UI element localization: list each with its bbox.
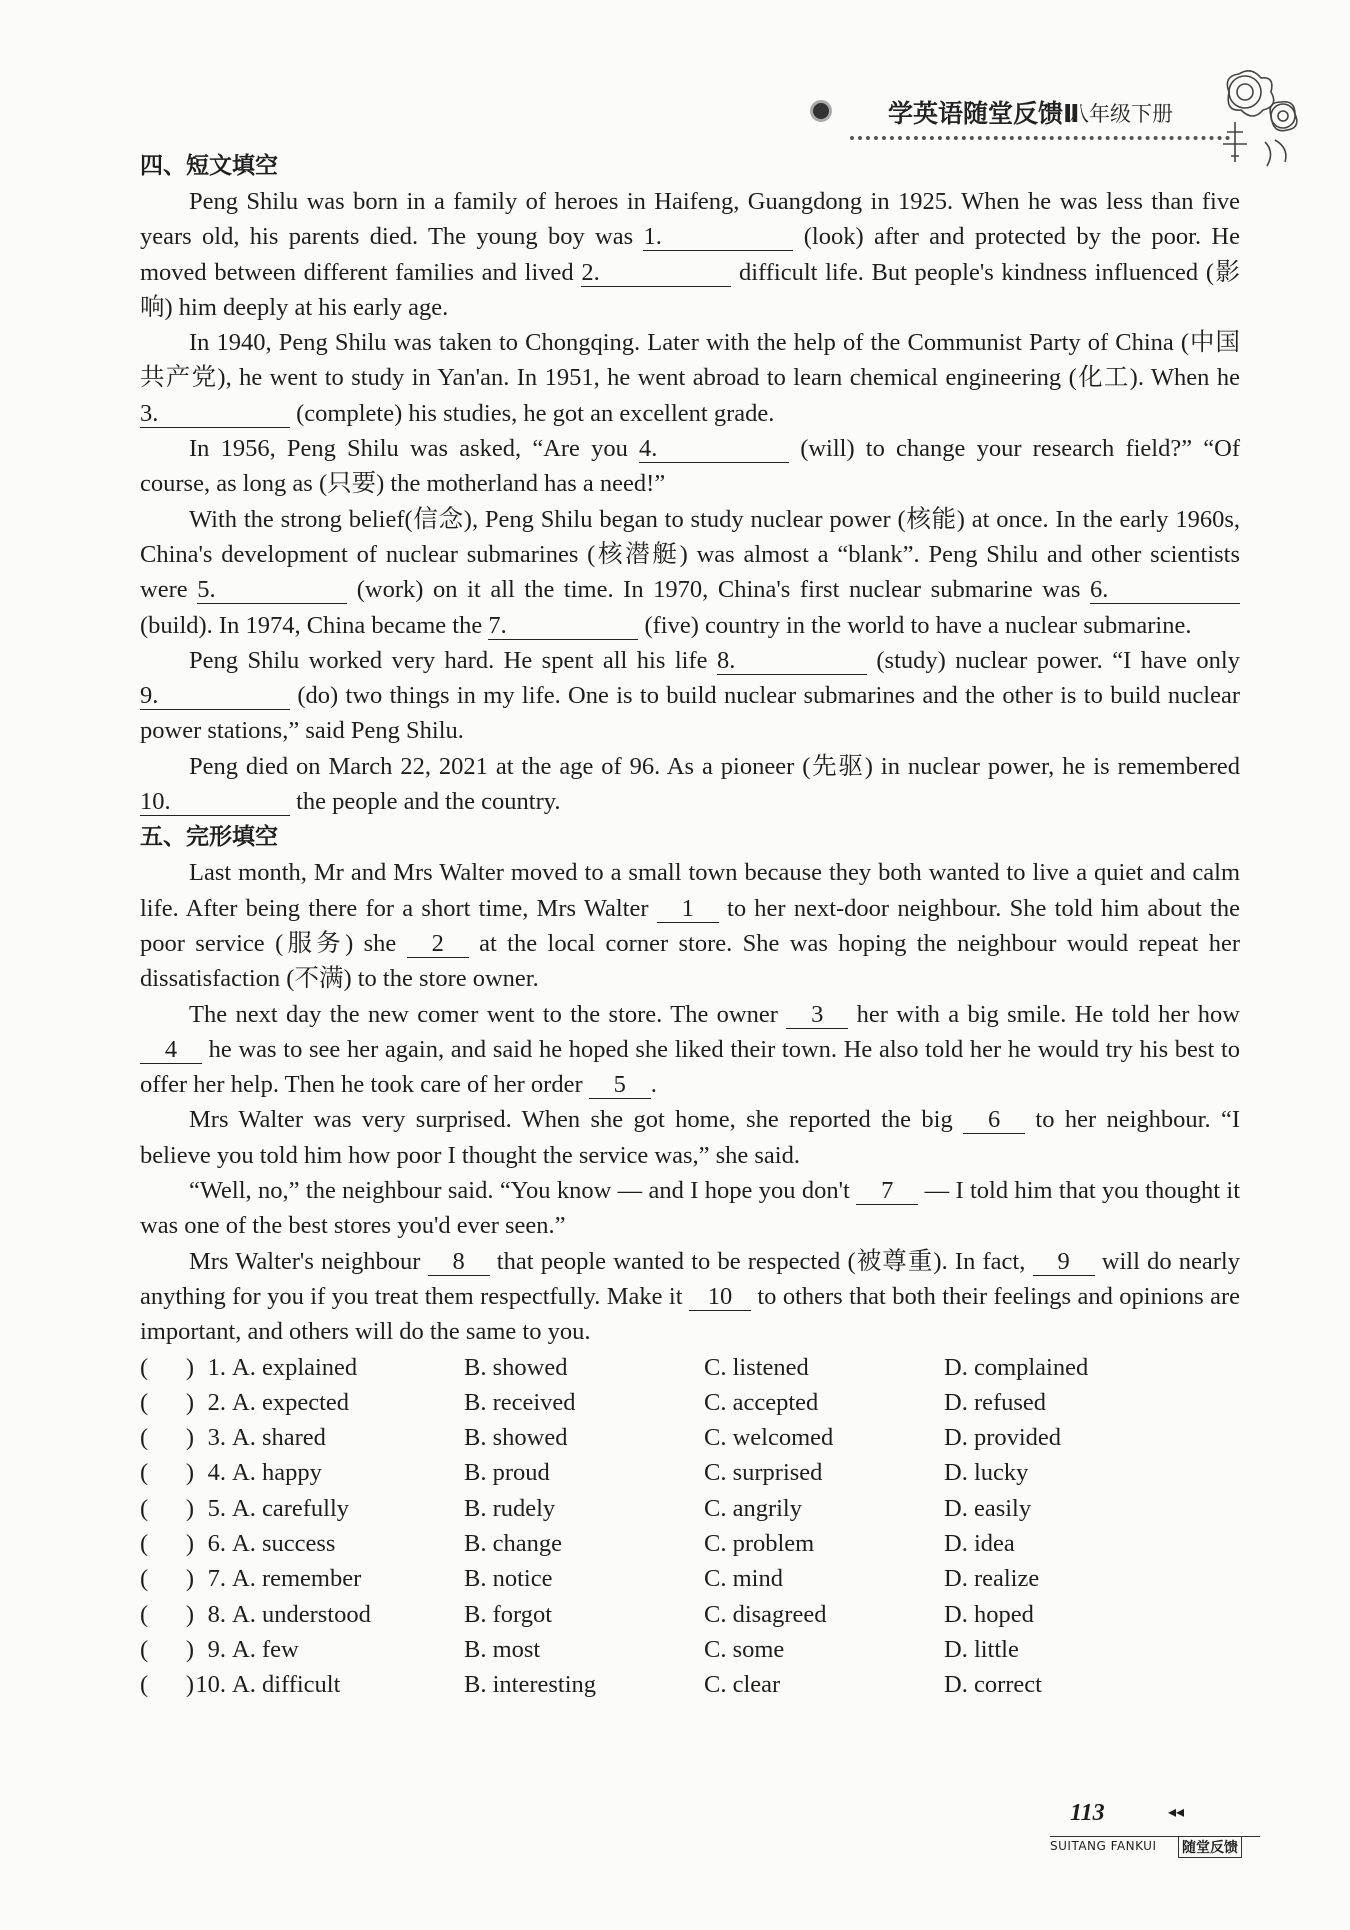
question-row <box>140 1526 1240 1561</box>
question-number: 5. <box>207 1494 226 1522</box>
cloze-blank[interactable]: 6 <box>963 1107 1025 1134</box>
text-run: With the strong belief(信念), Peng Shilu began to study nuclear power (核能) at once. In the early 1960s, China's development of nuclear submarines (核潜艇) was almost a “blank”. Peng Shilu and other scientists were <box>140 505 1240 604</box>
page-number: 113 <box>1070 1800 1105 1826</box>
header-dotted-line <box>850 136 1230 140</box>
option-d[interactable]: D. realize <box>944 1565 1040 1593</box>
paragraph <box>140 1244 1240 1350</box>
paragraph <box>140 431 1240 502</box>
question-number: 2. <box>207 1388 226 1416</box>
option-c[interactable]: C. welcomed <box>704 1424 834 1452</box>
option-c[interactable]: C. accepted <box>704 1388 819 1416</box>
option-c[interactable]: C. disagreed <box>704 1600 827 1628</box>
paragraph <box>140 997 1240 1103</box>
text-run: (will) to change your research field?” “Of course, as long as (只要) the motherland has a need!” <box>140 435 1240 498</box>
text-run: (do) two things in my life. One is to build nuclear submarines and the other is to build nuclear power stations,” said Peng Shilu. <box>140 682 1240 745</box>
question-row <box>140 1420 1240 1455</box>
text-run: the people and the country. <box>290 788 561 816</box>
fill-blank[interactable]: 6. <box>1090 577 1240 604</box>
option-b[interactable]: B. interesting <box>464 1671 597 1699</box>
question-number: 9. <box>207 1635 226 1663</box>
option-b[interactable]: B. showed <box>464 1353 568 1381</box>
cloze-blank[interactable]: 8 <box>428 1249 490 1276</box>
option-b[interactable]: B. notice <box>464 1565 553 1593</box>
book-title: 学英语随堂反馈Ⅱ <box>888 99 1080 128</box>
fill-blank[interactable]: 10. <box>140 789 290 816</box>
text-run: her with a big smile. He told her how <box>848 1000 1240 1028</box>
answer-box[interactable] <box>140 1526 194 1561</box>
fill-blank[interactable]: 4. <box>639 436 789 463</box>
option-a[interactable]: A. explained <box>232 1353 358 1381</box>
question-number: 10. <box>195 1671 226 1699</box>
option-a[interactable]: A. expected <box>232 1388 349 1416</box>
option-b[interactable]: B. change <box>464 1529 562 1557</box>
option-a[interactable]: A. remember <box>232 1565 362 1593</box>
question-row <box>140 1632 1240 1667</box>
option-c[interactable]: C. mind <box>704 1565 783 1593</box>
question-row <box>140 1491 1240 1526</box>
paragraph <box>140 325 1240 431</box>
paragraph <box>140 855 1240 996</box>
page-header <box>800 92 1240 142</box>
question-number: 1. <box>207 1353 226 1381</box>
text-run: — I told him that you thought it was one of the best stores you'd ever seen.” <box>140 1177 1240 1240</box>
section-4-passage <box>140 184 1240 819</box>
page-content <box>140 148 1240 1702</box>
answer-box[interactable] <box>140 1350 194 1385</box>
option-a[interactable]: A. understood <box>232 1600 371 1628</box>
option-c[interactable]: C. listened <box>704 1353 809 1381</box>
cloze-blank[interactable]: 5 <box>589 1072 651 1099</box>
paragraph <box>140 1102 1240 1173</box>
option-b[interactable]: B. proud <box>464 1459 550 1487</box>
text-run: Peng died on March 22, 2021 at the age of 96. As a pioneer (先驱) in nuclear power, he is remembered <box>189 752 1240 780</box>
text-run: The next day the new comer went to the store. The owner <box>189 1000 787 1028</box>
option-d[interactable]: D. hoped <box>944 1600 1034 1628</box>
text-run: Last month, Mr and Mrs Walter moved to a small town because they both wanted to live a quiet and calm life. After being there for a short time, Mrs Walter <box>140 859 1240 922</box>
text-run: Peng Shilu was born in a family of heroes in Haifeng, Guangdong in 1925. When he was less than five years old, his parents died. The young boy was <box>140 188 1240 251</box>
fill-blank[interactable]: 2. <box>581 260 731 287</box>
option-d[interactable]: D. lucky <box>944 1459 1029 1487</box>
text-run: “Well, no,” the neighbour said. “You know — and I hope you don't <box>189 1177 857 1205</box>
question-row <box>140 1385 1240 1420</box>
option-d[interactable]: D. provided <box>944 1424 1062 1452</box>
question-number: 7. <box>207 1565 226 1593</box>
fill-blank[interactable]: 3. <box>140 401 290 428</box>
paragraph <box>140 749 1240 820</box>
option-a[interactable]: A. carefully <box>232 1494 349 1522</box>
text-run: he was to see her again, and said he hoped she liked their town. He also told her he would try his best to offer her help. Then he took care of her order <box>140 1035 1240 1099</box>
text-run: (five) country in the world to have a nuclear submarine. <box>638 611 1192 639</box>
cloze-blank[interactable]: 1 <box>657 896 719 923</box>
text-run: In 1940, Peng Shilu was taken to Chongqing. Later with the help of the Communist Party of China (中国共产党), he went to study in Yan'an. In 1951, he went abroad to learn chemical engineering (化工). When he <box>140 329 1240 392</box>
text-run: . <box>650 1071 657 1099</box>
text-run: difficult life. But people's kindness influenced (影响) him deeply at his early age. <box>140 258 1240 321</box>
option-d[interactable]: D. little <box>944 1635 1019 1663</box>
text-run: (work) on it all the time. In 1970, China's first nuclear submarine was <box>347 576 1090 604</box>
question-number: 8. <box>207 1600 226 1628</box>
option-a[interactable]: A. few <box>232 1635 299 1663</box>
paragraph <box>140 1173 1240 1244</box>
answer-box[interactable] <box>140 1632 194 1667</box>
section-5-heading: 五、完形填空 <box>140 824 278 851</box>
option-a[interactable]: A. shared <box>232 1424 326 1452</box>
footer-brand-cn: 随堂反馈 <box>1178 1836 1242 1858</box>
text-run: to her next-door neighbour. She told him about the poor service (服务) she <box>140 894 1240 957</box>
option-c[interactable]: C. clear <box>704 1671 781 1699</box>
option-c[interactable]: C. angrily <box>704 1494 802 1522</box>
answer-box[interactable] <box>140 1667 194 1702</box>
text-run: Mrs Walter was very surprised. When she got home, she reported the big <box>189 1106 964 1134</box>
answer-box[interactable] <box>140 1561 194 1596</box>
paragraph <box>140 502 1240 643</box>
option-d[interactable]: D. easily <box>944 1494 1032 1522</box>
section-5-passage <box>140 855 1240 1349</box>
section-4-heading: 四、短文填空 <box>140 153 278 179</box>
question-row <box>140 1455 1240 1490</box>
option-d[interactable]: D. refused <box>944 1388 1047 1416</box>
option-a[interactable]: A. happy <box>232 1459 322 1487</box>
paragraph <box>140 643 1240 749</box>
answer-box[interactable] <box>140 1597 194 1632</box>
option-b[interactable]: B. showed <box>464 1424 568 1452</box>
option-b[interactable]: B. rudely <box>464 1494 556 1522</box>
fill-blank[interactable]: 5. <box>197 577 347 604</box>
cloze-blank[interactable]: 3 <box>786 1002 848 1029</box>
option-c[interactable]: C. problem <box>704 1529 815 1557</box>
text-run: will do nearly anything for you if you treat them respectfully. Make it <box>140 1247 1240 1310</box>
fill-blank[interactable]: 7. <box>488 613 638 640</box>
answer-box[interactable] <box>140 1455 194 1490</box>
text-run: (study) nuclear power. “I have only <box>866 646 1240 674</box>
option-a[interactable]: A. success <box>232 1529 336 1557</box>
option-d[interactable]: D. correct <box>944 1671 1042 1699</box>
text-run: that people wanted to be respected (被尊重). In fact, <box>489 1247 1033 1275</box>
option-d[interactable]: D. complained <box>944 1353 1089 1381</box>
option-b[interactable]: B. received <box>464 1388 576 1416</box>
page-footer <box>1050 1800 1280 1860</box>
question-number: 3. <box>207 1424 226 1452</box>
question-row <box>140 1597 1240 1632</box>
cloze-blank[interactable]: 9 <box>1033 1249 1095 1276</box>
question-row <box>140 1561 1240 1596</box>
text-run: (build). In 1974, China became the <box>140 611 489 639</box>
question-row <box>140 1667 1240 1702</box>
text-run: In 1956, Peng Shilu was asked, “Are you <box>189 435 640 463</box>
question-row <box>140 1350 1240 1385</box>
question-number: 4. <box>207 1459 226 1487</box>
answer-box[interactable] <box>140 1420 194 1455</box>
paragraph <box>140 184 1240 325</box>
answer-box[interactable] <box>140 1385 194 1420</box>
text-run: to her neighbour. “I believe you told him how poor I thought the service was,” she said. <box>140 1106 1240 1169</box>
option-b[interactable]: B. most <box>464 1635 541 1663</box>
arrow-left-icon: ◂◂ <box>1168 1804 1185 1821</box>
cloze-blank[interactable]: 7 <box>856 1178 918 1205</box>
text-run: Mrs Walter's neighbour <box>189 1247 428 1275</box>
book-grade: 八年级下册 <box>1068 102 1173 126</box>
cloze-options-list <box>140 1350 1240 1703</box>
footer-brand: SUITANG FANKUI <box>1050 1836 1260 1853</box>
text-run: (look) after and protected by the poor. He moved between different families and lived <box>140 223 1240 286</box>
fill-blank[interactable]: 9. <box>140 683 290 710</box>
option-b[interactable]: B. forgot <box>464 1600 553 1628</box>
text-run: Peng Shilu worked very hard. He spent all his life <box>189 646 717 674</box>
option-c[interactable]: C. surprised <box>704 1459 823 1487</box>
cloze-blank[interactable]: 4 <box>140 1037 202 1064</box>
fill-blank[interactable]: 1. <box>643 224 793 251</box>
answer-box[interactable] <box>140 1491 194 1526</box>
text-run: at the local corner store. She was hoping the neighbour would repeat her dissatisfaction (不满) to the store owner. <box>140 929 1241 993</box>
option-c[interactable]: C. some <box>704 1635 785 1663</box>
cloze-blank[interactable]: 2 <box>407 931 469 958</box>
bullet-icon <box>810 100 832 122</box>
cloze-blank[interactable]: 10 <box>689 1284 751 1311</box>
option-a[interactable]: A. difficult <box>232 1671 341 1699</box>
text-run: to others that both their feelings and opinions are important, and others will do the same to you. <box>140 1282 1240 1346</box>
fill-blank[interactable]: 8. <box>717 648 867 675</box>
text-run: (complete) his studies, he got an excellent grade. <box>290 399 775 427</box>
question-number: 6. <box>207 1529 226 1557</box>
option-d[interactable]: D. idea <box>944 1529 1015 1557</box>
